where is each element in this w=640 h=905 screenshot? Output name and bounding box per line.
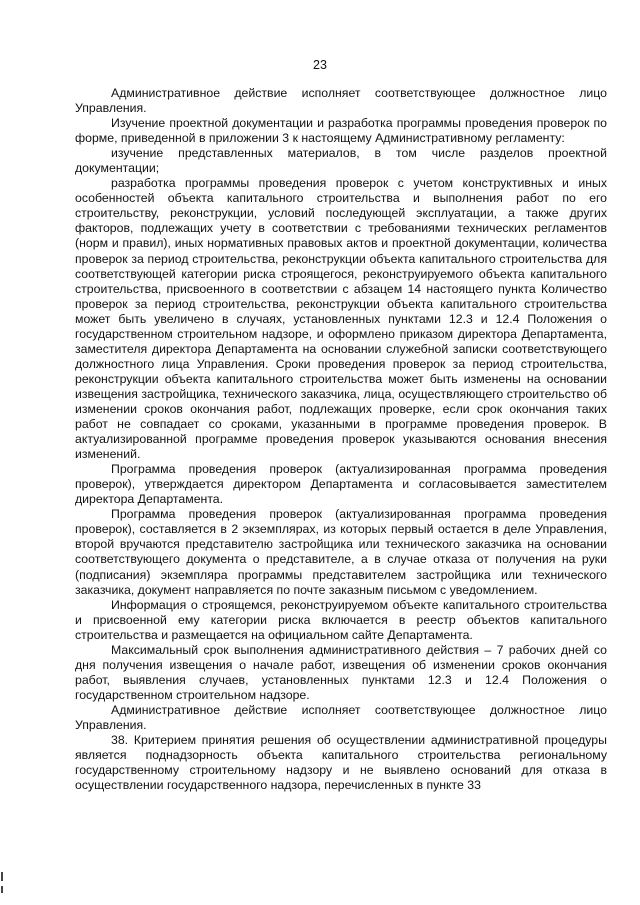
paragraph: 38. Критерием принятия решения об осуществлении административной процедуры является поднадзорность объекта капитального строительства региональному государственному строительному надзору и не выявлено оснований для отказа в осуществлении государственного надзора, перечисленных в пункте 33	[75, 733, 607, 793]
paragraph: разработка программы проведения проверок с учетом конструктивных и иных особенностей объекта капитального строительства и выполнения работ по его строительству, реконструкции, условий последующей эксплуатации, а также других факторов, подлежащих учету в соответствии с требованиями технических регламентов (норм и правил), иных нормативных правовых актов и проектной документации, количества проверок за период строительства, реконструкции объекта капитального строительства для соответствующей категории риска строящегося, реконструируемого объекта капитального строительства, присвоенного в соответствии с абзацем 14 настоящего пункта Количество проверок за период строительства, реконструкции объекта капитального строительства может быть увеличено в случаях, установленных пунктами 12.3 и 12.4 Положения о государственном строительном надзоре, и оформлено приказом директора Департамента, заместителя директора Департамента на основании служебной записки соответствующего должностного лица Управления. Сроки проведения проверок за период строительства, реконструкции объекта капитального строительства может быть изменены на основании извещения застройщика, технического заказчика, лица, осуществляющего строительство об изменении сроков окончания работ, подлежащих проверке, если срок окончания таких работ не совпадает со сроками, указанными в программе проведения проверок. В актуализированной программе проведения проверок указываются основания внесения изменений.	[75, 176, 607, 462]
paragraph: изучение представленных материалов, в том числе разделов проектной документации;	[75, 146, 607, 176]
paragraph: Максимальный срок выполнения административного действия – 7 рабочих дней со дня получения извещения о начале работ, извещения об изменении сроков окончания работ, выявления случаев, установленных пунктами 12.3 и 12.4 Положения о государственном строительном надзоре.	[75, 642, 607, 702]
paragraph: Административное действие исполняет соответствующее должностное лицо Управления.	[75, 86, 607, 116]
scan-edge-mark	[1, 872, 3, 881]
paragraph: Программа проведения проверок (актуализированная программа проведения проверок), составляется в 2 экземплярах, из которых первый остается в деле Управления, второй вручаются представителю застройщика или технического заказчика на основании соответствующего документа о представителе, а в случае отказа от получения на руки (подписания) экземпляра программы представителем застройщика или технического заказчика, документ направляется по почте заказным письмом с уведомлением.	[75, 507, 607, 597]
document-body	[75, 86, 607, 793]
page-number: 23	[313, 58, 327, 72]
scan-edge-mark	[1, 886, 3, 893]
paragraph: Программа проведения проверок (актуализированная программа проведения проверок), утверждается директором Департамента и согласовывается заместителем директора Департамента.	[75, 462, 607, 507]
paragraph: Изучение проектной документации и разработка программы проведения проверок по форме, приведенной в приложении 3 к настоящему Административному регламенту:	[75, 116, 607, 146]
paragraph: Административное действие исполняет соответствующее должностное лицо Управления.	[75, 702, 607, 732]
paragraph: Информация о строящемся, реконструируемом объекте капитального строительства и присвоенной ему категории риска включается в реестр объектов капитального строительства и размещается на официальном сайте Департамента.	[75, 597, 607, 642]
